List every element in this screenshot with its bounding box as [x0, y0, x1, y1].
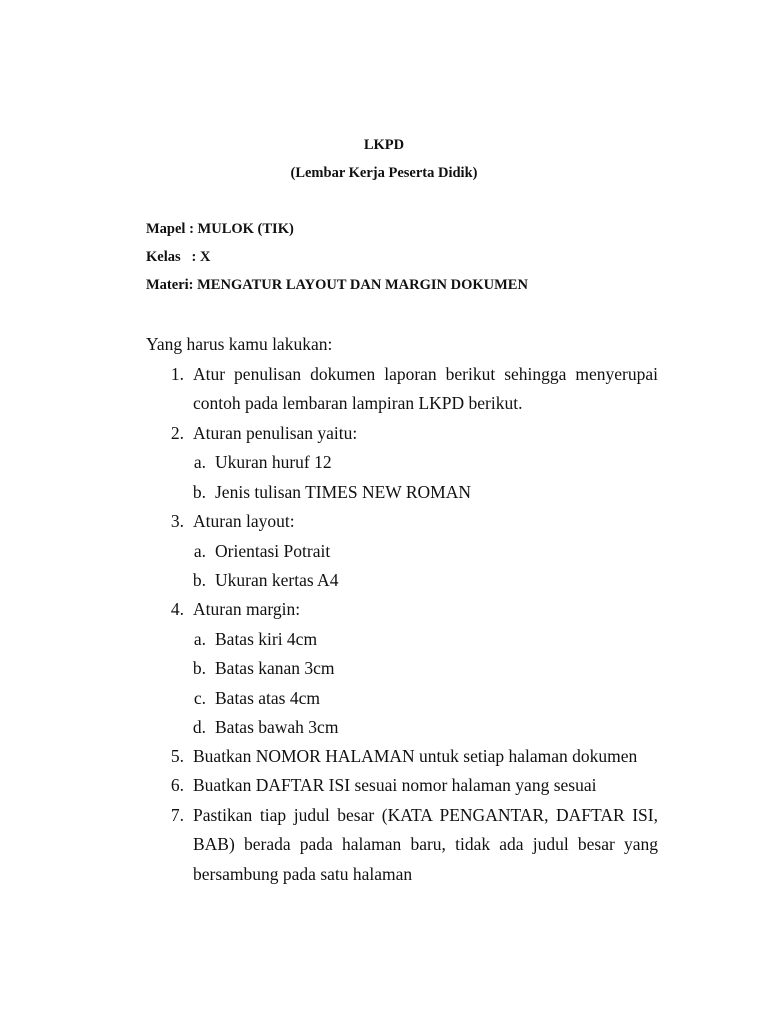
sub-item-text: Batas kiri 4cm: [215, 629, 318, 649]
list-item-text: Pastikan tiap judul besar (KATA PENGANTAR, DAFTAR ISI, BAB) berada pada halaman baru, tidak ada judul besar yang bersambung pada satu halaman: [193, 805, 658, 884]
sub-item-text: Jenis tulisan TIMES NEW ROMAN: [215, 482, 472, 502]
list-item-text: Aturan margin:: [193, 599, 301, 619]
sub-item-letter: b.: [192, 482, 206, 502]
list-item-number: 6.: [170, 775, 184, 795]
sub-item-text: Batas bawah 3cm: [215, 717, 339, 737]
list-item-text: Buatkan NOMOR HALAMAN untuk setiap halaman dokumen: [193, 746, 638, 766]
meta-materi: Materi: MENGATUR LAYOUT DAN MARGIN DOKUMEN: [146, 277, 528, 293]
list-item-number: 3.: [170, 511, 184, 531]
sub-item-letter: b.: [192, 658, 206, 678]
meta-kelas: Kelas : X: [146, 249, 211, 265]
sub-item-text: Batas kanan 3cm: [215, 658, 335, 678]
list-item-text: Aturan layout:: [193, 511, 295, 531]
list-item-number: 2.: [170, 423, 184, 443]
instructions-intro: Yang harus kamu lakukan:: [146, 334, 333, 354]
list-item-number: 5.: [170, 746, 184, 766]
sub-item-letter: a.: [193, 629, 206, 649]
sub-item-letter: a.: [193, 541, 206, 561]
sub-item-letter: d.: [192, 717, 206, 737]
list-item-number: 4.: [170, 599, 184, 619]
sub-item-text: Ukuran kertas A4: [215, 570, 339, 590]
sub-item-letter: b.: [192, 570, 206, 590]
list-item-text: Atur penulisan dokumen laporan berikut sehingga menyerupai contoh pada lembaran lampiran LKPD berikut.: [193, 364, 658, 414]
meta-mapel: Mapel : MULOK (TIK): [146, 221, 294, 237]
list-item-text: Aturan penulisan yaitu:: [193, 423, 358, 443]
document-title: LKPD: [363, 137, 405, 153]
list-item-text: Buatkan DAFTAR ISI sesuai nomor halaman yang sesuai: [193, 775, 597, 795]
sub-item-text: Orientasi Potrait: [215, 541, 331, 561]
sub-item-letter: a.: [193, 452, 206, 472]
sub-item-text: Ukuran huruf 12: [215, 452, 332, 472]
sub-item-text: Batas atas 4cm: [215, 688, 320, 708]
list-item-number: 1.: [170, 364, 184, 384]
list-item-number: 7.: [170, 805, 184, 825]
sub-item-letter: c.: [193, 688, 206, 708]
document-subtitle: (Lembar Kerja Peserta Didik): [290, 165, 478, 181]
